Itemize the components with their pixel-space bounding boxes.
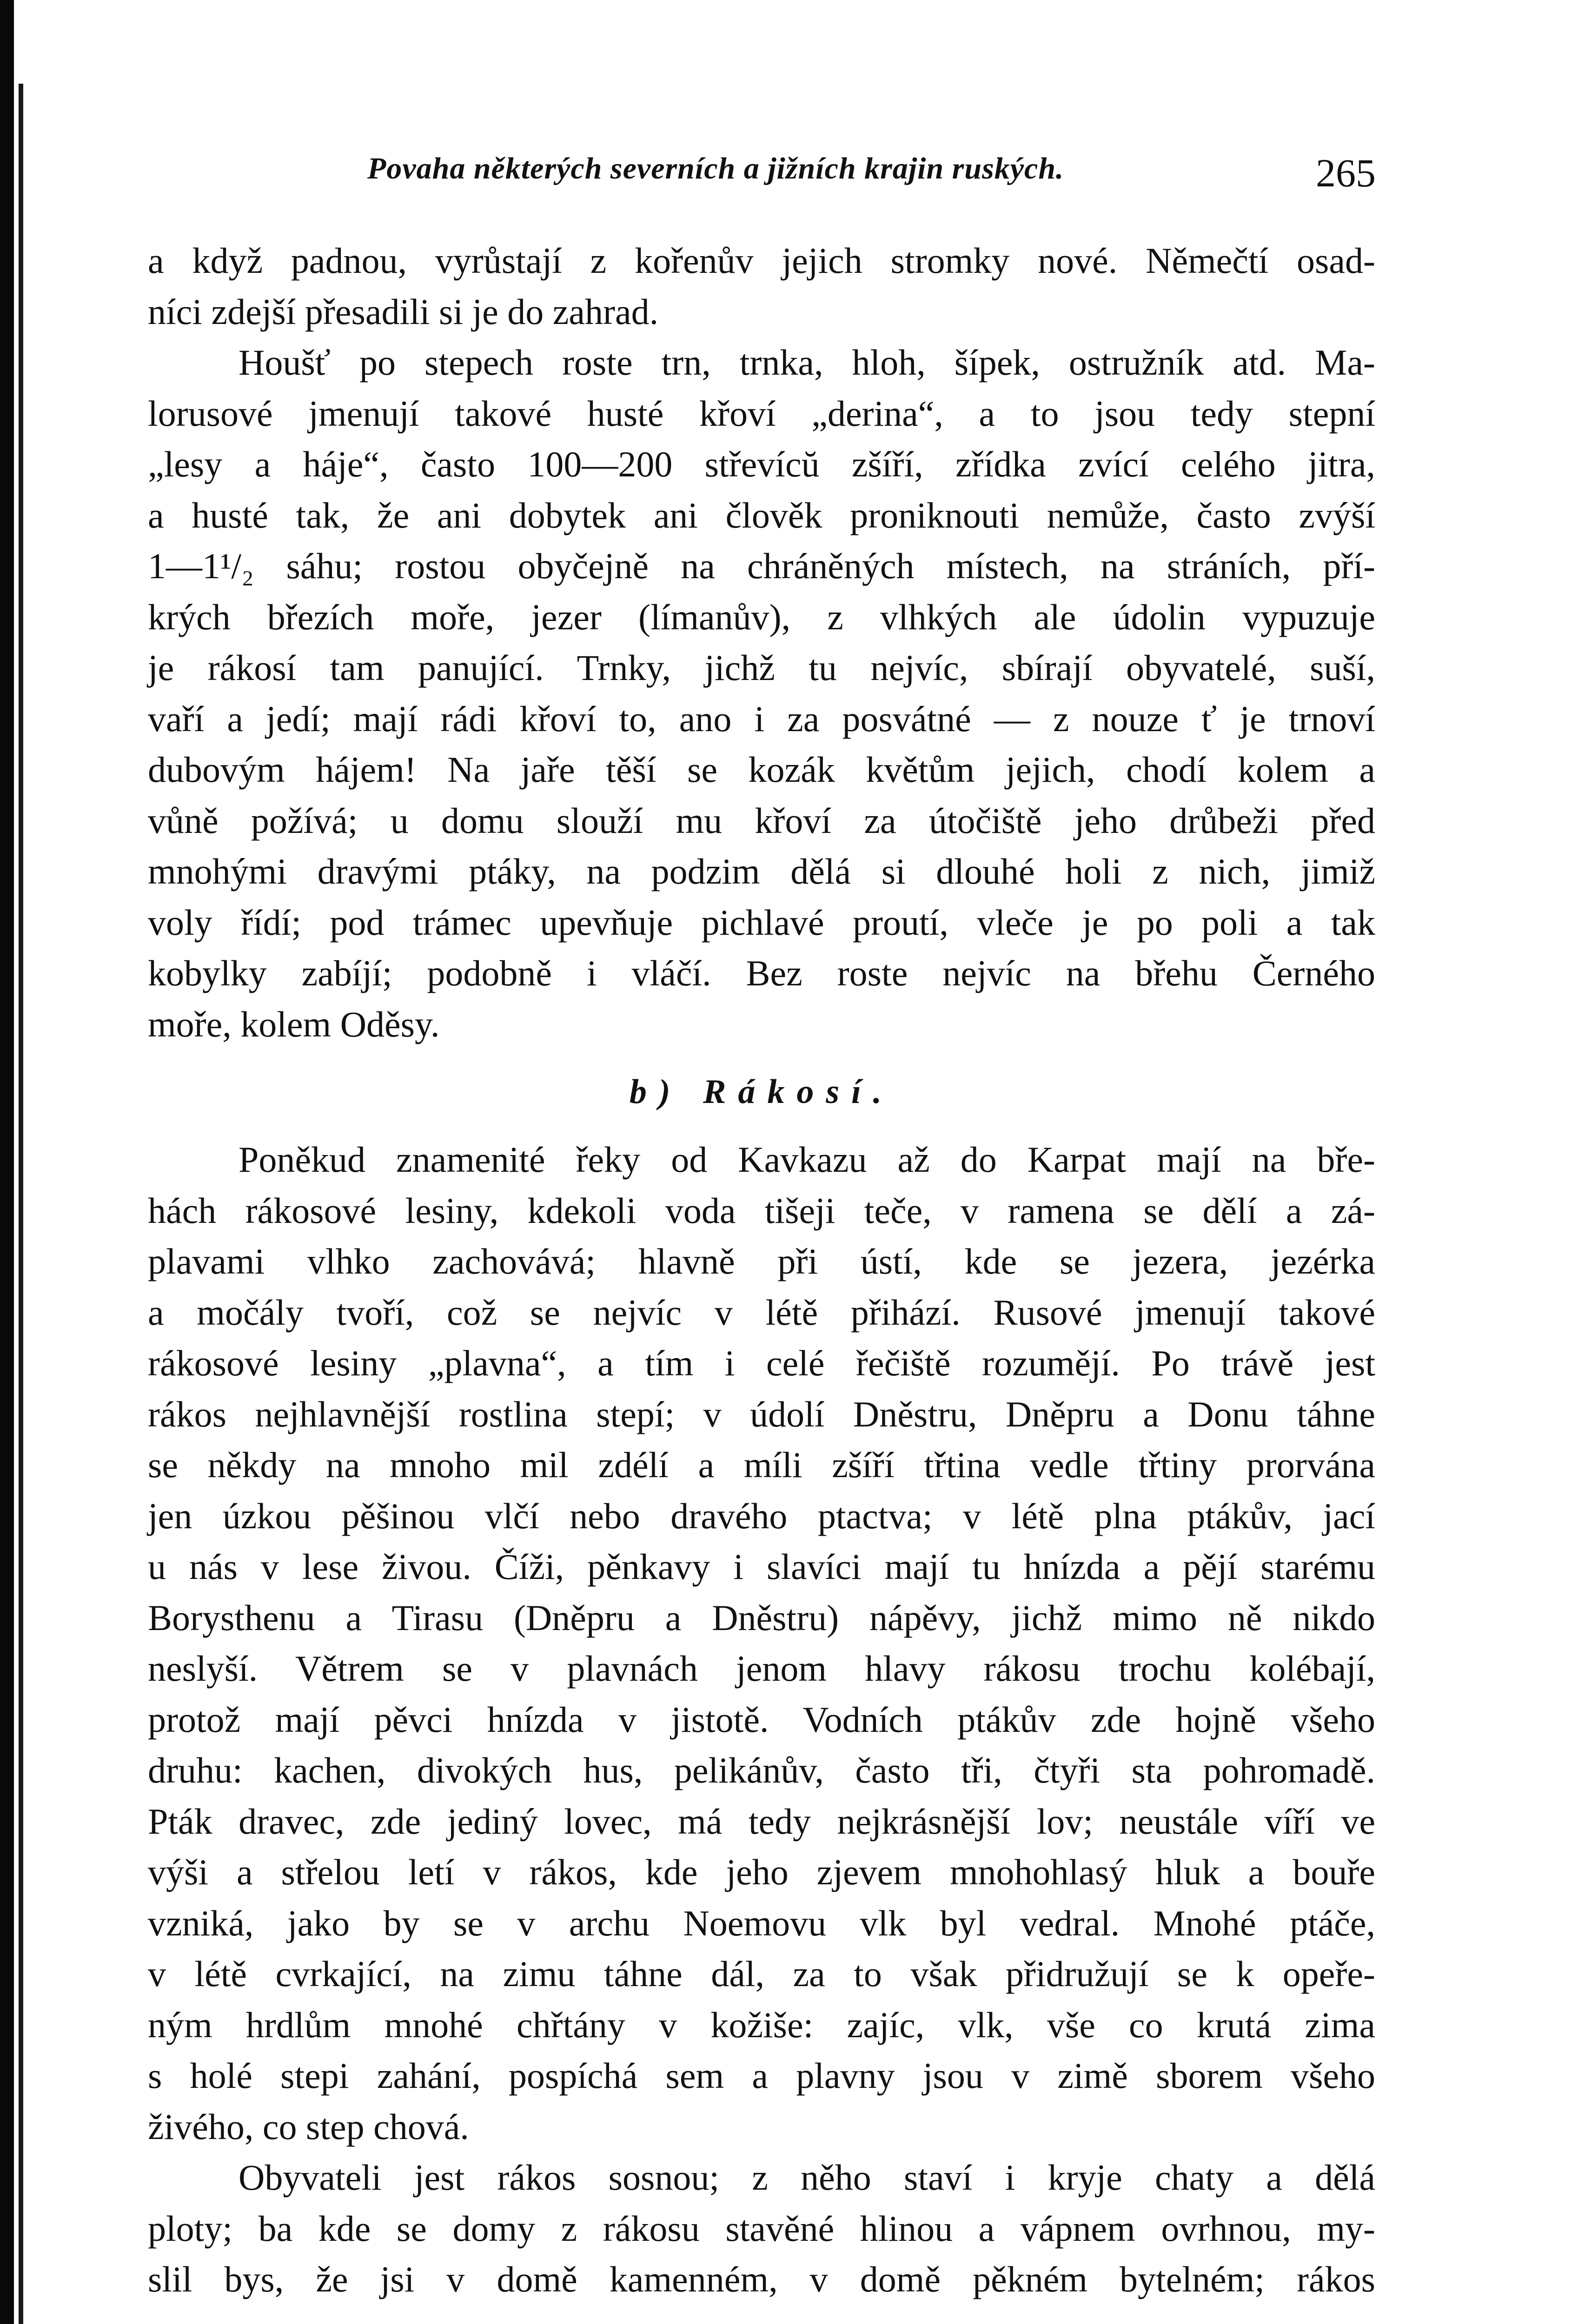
text-line: jen úzkou pěšinou vlčí nebo dravého ptactva; v létě plna ptákův, jací: [148, 1495, 1375, 1536]
text-line: u nás v lese živou. Číži, pěnkavy i slavíci mají tu hnízda a pějí starému: [148, 1546, 1375, 1587]
section-heading: b) Rákosí.: [629, 1073, 894, 1111]
text-line: druhu: kachen, divokých hus, pelikánův, často tři, čtyři sta pohromadě.: [148, 1750, 1375, 1790]
text-line: mnohými dravými ptáky, na podzim dělá si dlouhé holi z nich, jimiž: [148, 851, 1375, 891]
text-line: a močály tvoří, což se nejvíc v létě přihází. Rusové jmenují takové: [148, 1292, 1375, 1333]
running-header-title: Povaha některých severních a jižních krajin ruských.: [367, 152, 1064, 185]
text-line: hách rákosové lesiny, kdekoli voda tišeji teče, v ramena se dělí a zá-: [148, 1190, 1375, 1231]
text-line: rákos nejhlavnější rostlina stepí; v údolí Dněstru, Dněpru a Donu táhne: [148, 1393, 1375, 1434]
text-line: moře, kolem Oděsy.: [148, 1004, 440, 1044]
text-line: neslyší. Větrem se v plavnách jenom hlavy rákosu trochu kolébají,: [148, 1648, 1375, 1689]
text-line: voly řídí; pod trámec upevňuje pichlavé proutí, vleče je po poli a tak: [148, 902, 1375, 943]
text-line: 1—1¹/₂ sáhu; rostou obyčejně na chráněných místech, na stráních, pří-: [148, 546, 1375, 586]
text-line: krých březích moře, jezer (límanův), z vlhkých ale údolin vypuzuje: [148, 596, 1375, 637]
text-line: je rákosí tam panující. Trnky, jichž tu nejvíc, sbírají obyvatelé, suší,: [148, 647, 1375, 688]
text-line: Borysthenu a Tirasu (Dněpru a Dněstru) nápěvy, jichž mimo ně nikdo: [148, 1597, 1375, 1638]
text-line: dubovým hájem! Na jaře těší se kozák květům jejich, chodí kolem a: [148, 749, 1375, 790]
text-line: Poněkud znamenité řeky od Kavkazu až do Karpat mají na bře-: [239, 1139, 1375, 1180]
text-line: kobylky zabíjí; podobně i vláčí. Bez roste nejvíc na břehu Černého: [148, 953, 1375, 993]
text-line: lorusové jmenují takové husté křoví „derina“, a to jsou tedy stepní: [148, 393, 1375, 434]
text-line: ným hrdlům mnohé chřtány v kožiše: zajíc, vlk, vše co krutá zima: [148, 2004, 1375, 2045]
text-line: rákosové lesiny „plavna“, a tím i celé řečiště rozumějí. Po trávě jest: [148, 1343, 1375, 1383]
text-line: a když padnou, vyrůstají z kořenův jejich stromky nové. Němečtí osad-: [148, 240, 1375, 281]
text-line: Houšť po stepech roste trn, trnka, hloh, šípek, ostružník atd. Ma-: [239, 342, 1375, 383]
text-line: a husté tak, že ani dobytek ani člověk proniknouti nemůže, často zvýší: [148, 495, 1375, 535]
text-line: výši a střelou letí v rákos, kde jeho zjevem mnohohlasý hluk a bouře: [148, 1852, 1375, 1892]
text-line: se někdy na mnoho mil zdélí a míli zšíří třtina vedle třtiny prorvána: [148, 1445, 1375, 1485]
text-line: protož mají pěvci hnízda v jistotě. Vodních ptákův zde hojně všeho: [148, 1699, 1375, 1740]
text-line: vzniká, jako by se v archu Noemovu vlk byl vedral. Mnohé ptáče,: [148, 1902, 1375, 1943]
text-line: s holé stepi zahání, pospíchá sem a plavny jsou v zimě sborem všeho: [148, 2055, 1375, 2096]
text-line: vůně požívá; u domu slouží mu křoví za útočiště jeho drůbeži před: [148, 800, 1375, 841]
body-text: [148, 235, 1375, 2305]
text-line: slil bys, že jsi v domě kamenném, v domě pěkném bytelném; rákos: [148, 2259, 1375, 2299]
text-line: plavami vlhko zachovává; hlavně při ústí, kde se jezera, jezérka: [148, 1241, 1375, 1281]
text-line: v létě cvrkající, na zimu táhne dál, za to však přidružují se k opeře-: [148, 1954, 1375, 1994]
text-line: níci zdejší přesadili si je do zahrad.: [148, 291, 659, 332]
text-line: „lesy a háje“, často 100—200 střevícŭ zšíří, zřídka zvící celého jitra,: [148, 444, 1375, 484]
page-number: 265: [1316, 151, 1376, 195]
page-binding-edge: [0, 0, 14, 2324]
page-binding-shadow: [19, 84, 23, 2324]
text-line: Obyvateli jest rákos sosnou; z něho staví i kryje chaty a dělá: [239, 2157, 1375, 2198]
text-line: ploty; ba kde se domy z rákosu stavěné hlinou a vápnem ovrhnou, my-: [148, 2208, 1375, 2249]
text-line: živého, co step chová.: [148, 2106, 469, 2147]
text-line: Pták dravec, zde jediný lovec, má tedy nejkrásnější lov; neustále víří ve: [148, 1801, 1375, 1842]
text-line: vaří a jedí; mají rádi křoví to, ano i za posvátné — z nouze ť je trnoví: [148, 698, 1375, 739]
